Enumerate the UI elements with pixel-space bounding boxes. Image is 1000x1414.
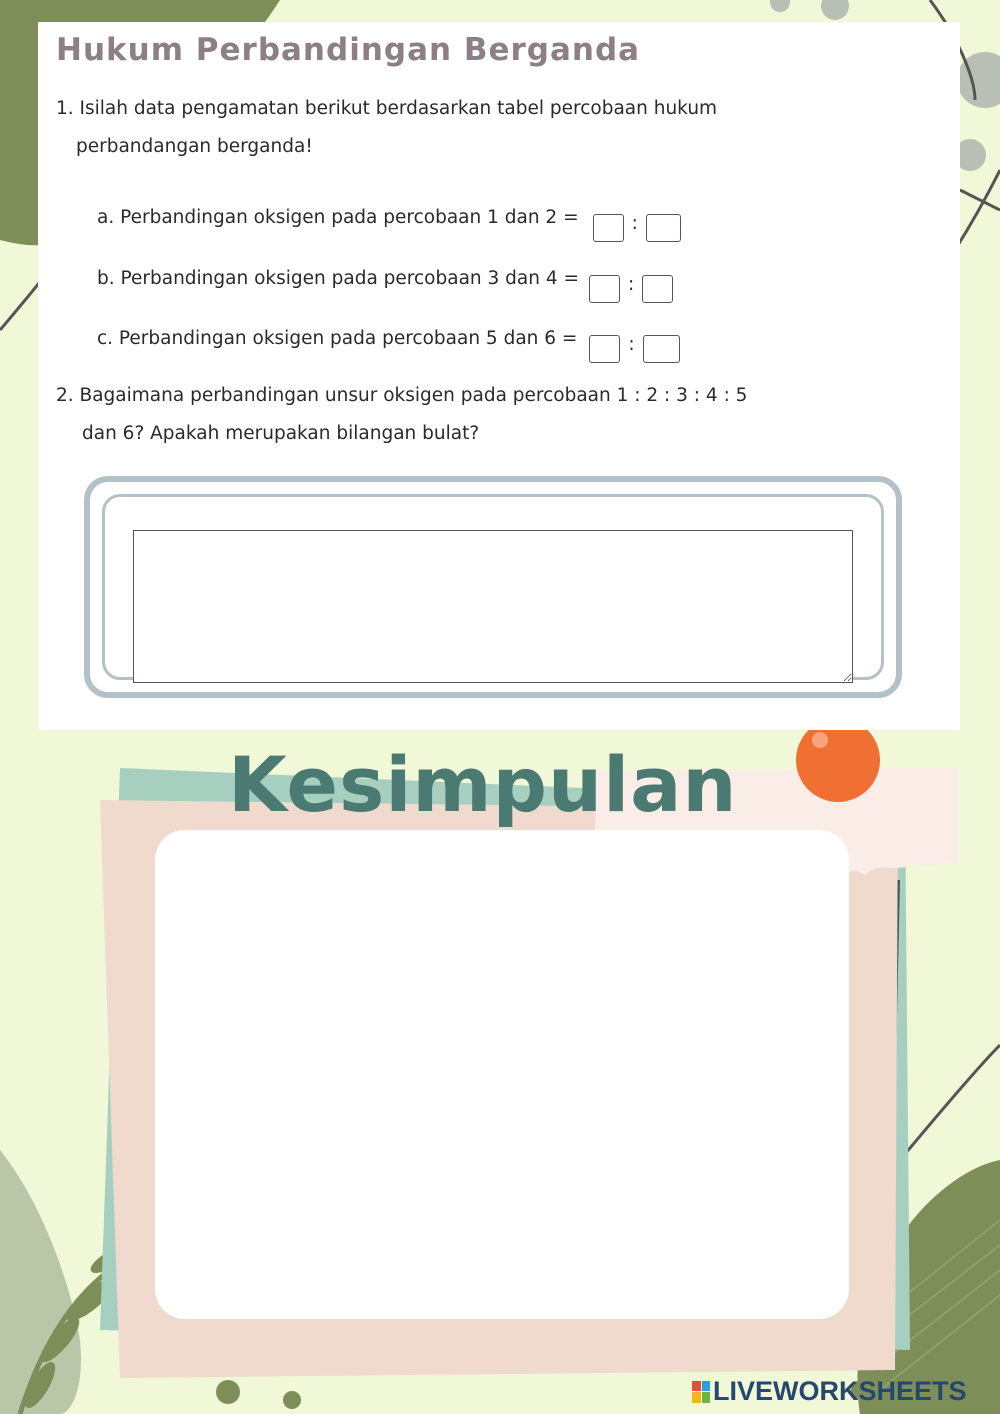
question-1b-label: b. Perbandingan oksigen pada percobaan 3 dan 4 = bbox=[97, 267, 579, 289]
conclusion-heading: Kesimpulan bbox=[228, 740, 738, 829]
question-1-line2: perbandangan berganda! bbox=[76, 136, 313, 157]
worksheet-sheet bbox=[38, 22, 960, 730]
question-1a-label: a. Perbandingan oksigen pada percobaan 1 dan 2 = bbox=[97, 206, 579, 228]
ratio-separator: : bbox=[628, 333, 635, 355]
answer-1b-right-input[interactable] bbox=[642, 275, 673, 303]
orange-pin bbox=[796, 718, 880, 802]
liveworksheets-logo bbox=[692, 1376, 967, 1407]
conclusion-answer-input[interactable] bbox=[155, 830, 849, 1319]
ratio-separator: : bbox=[631, 212, 638, 234]
question-2-answer-input[interactable] bbox=[133, 530, 853, 683]
question-2-line2: dan 6? Apakah merupakan bilangan bulat? bbox=[82, 423, 480, 444]
question-1c-label: c. Perbandingan oksigen pada percobaan 5 dan 6 = bbox=[97, 327, 578, 349]
answer-1c-right-input[interactable] bbox=[643, 335, 680, 363]
question-1c-row bbox=[97, 313, 680, 363]
answer-1a-left-input[interactable] bbox=[593, 214, 624, 242]
question-1b-row bbox=[97, 253, 673, 303]
question-1a-row bbox=[97, 192, 681, 242]
question-1 bbox=[56, 90, 876, 166]
worksheet-title: Hukum Perbandingan Berganda bbox=[56, 32, 641, 68]
answer-1a-right-input[interactable] bbox=[646, 214, 681, 242]
question-1-line1: 1. Isilah data pengamatan berikut berdasarkan tabel percobaan hukum bbox=[56, 98, 718, 119]
question-2 bbox=[56, 377, 896, 453]
answer-1b-left-input[interactable] bbox=[589, 275, 620, 303]
ratio-separator: : bbox=[628, 273, 635, 295]
logo-grid-icon bbox=[692, 1381, 710, 1403]
logo-text: LIVEWORKSHEETS bbox=[713, 1376, 967, 1406]
question-2-line1: 2. Bagaimana perbandingan unsur oksigen pada percobaan 1 : 2 : 3 : 4 : 5 bbox=[56, 385, 748, 406]
answer-1c-left-input[interactable] bbox=[589, 335, 620, 363]
